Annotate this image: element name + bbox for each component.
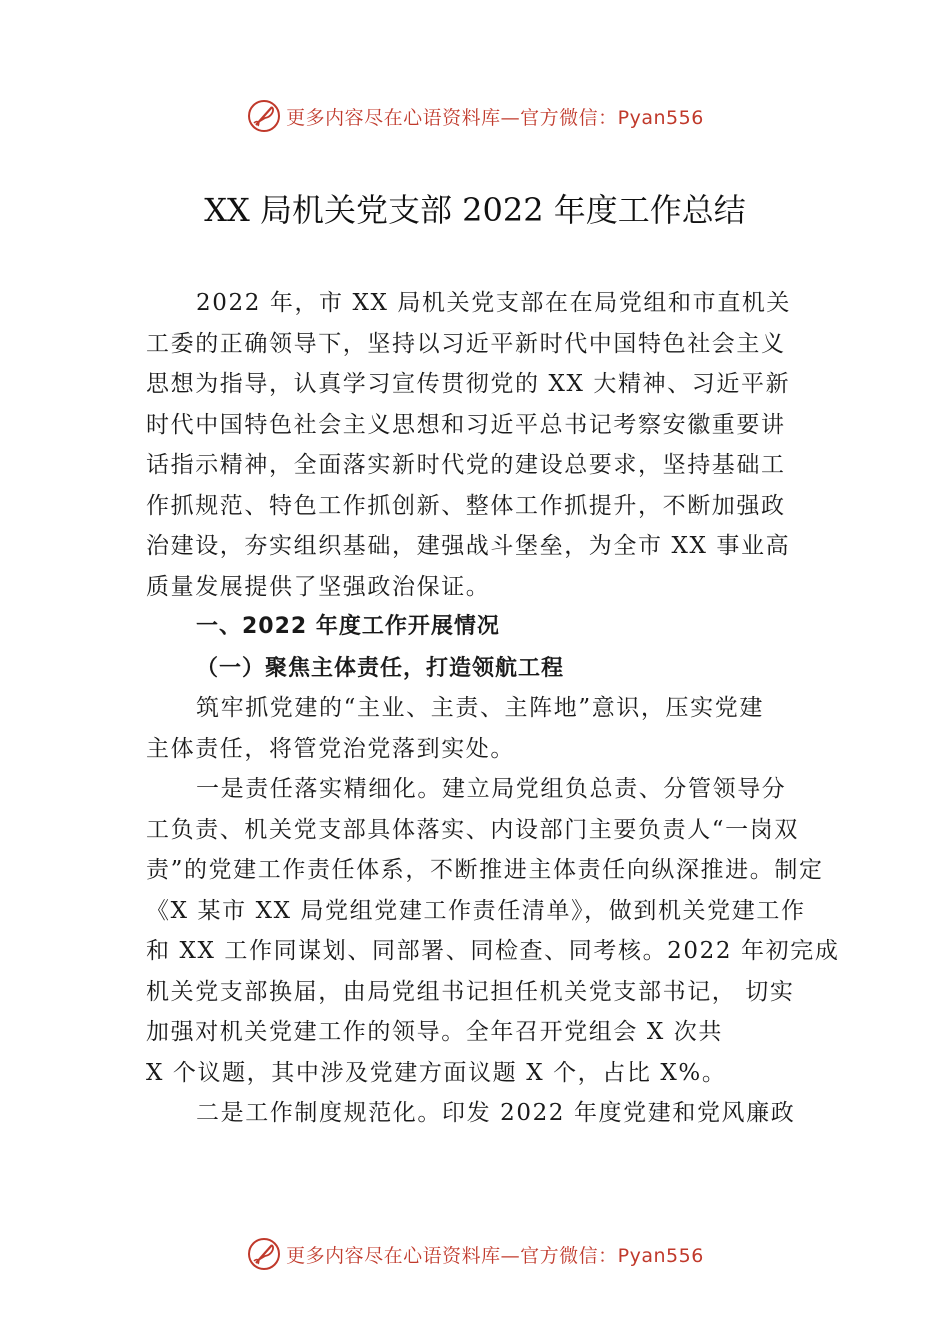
body-text-line: 时代中国特色社会主义思想和习近平总书记考察安徽重要讲: [146, 411, 786, 438]
watermark-label: 更多内容尽在心语资料库—官方微信：: [286, 1244, 618, 1267]
body-text-line: 主体责任，将管党治党落到实处。: [146, 735, 515, 762]
body-text-line: 话指示精神，全面落实新时代党的建设总要求，坚持基础工: [146, 452, 786, 478]
document-body: [146, 283, 840, 1134]
watermark-footer: [0, 1232, 950, 1276]
body-text-line: 二是工作制度规范化。印发 2022 年度党建和党风廉政: [196, 1100, 796, 1126]
body-text-line: 质量发展提供了坚强政治保证。: [146, 573, 491, 600]
body-text-line: 和 XX 工作同谋划、同部署、同检查、同考核。2022 年初完成: [146, 938, 840, 964]
watermark-wechat-id: Pyan556: [617, 106, 704, 129]
body-text-line: 思想为指导，认真学习宣传贯彻党的 XX 大精神、习近平新: [146, 371, 791, 397]
document-title: XX 局机关党支部 2022 年度工作总结: [204, 191, 746, 229]
body-text-line: 《X 某市 XX 局党组党建工作责任清单》，做到机关党建工作: [146, 897, 806, 924]
body-text-line: 工负责、机关党支部具体落实、内设部门主要负责人“一岗双: [146, 816, 799, 843]
body-text-line: 筑牢抓党建的“主业、主责、主阵地”意识，压实党建: [196, 695, 764, 721]
body-text-line: 责”的党建工作责任体系，不断推进主体责任向纵深推进。制定: [146, 857, 824, 883]
quill-logo-icon: [246, 1236, 282, 1272]
body-text-line: 作抓规范、特色工作抓创新、整体工作抓提升，不断加强政: [146, 492, 786, 519]
body-text-line: 一是责任落实精细化。建立局党组负总责、分管领导分: [196, 776, 787, 802]
body-text-line: X 个议题，其中涉及党建方面议题 X 个，占比 X%。: [146, 1059, 727, 1086]
watermark-label: 更多内容尽在心语资料库—官方微信：: [286, 106, 618, 129]
subsection-heading: （一）聚焦主体责任，打造领航工程: [196, 654, 565, 681]
watermark-text: [286, 103, 704, 130]
body-text-line: 工委的正确领导下，坚持以习近平新时代中国特色社会主义: [146, 330, 786, 357]
watermark-text: [286, 1241, 704, 1268]
body-text-line: 2022 年，市 XX 局机关党支部在在局党组和市直机关: [196, 290, 792, 316]
body-text-line: 加强对机关党建工作的领导。全年召开党组会 X 次共: [146, 1019, 723, 1045]
section-heading: 一、2022 年度工作开展情况: [196, 614, 500, 639]
watermark-header: [0, 94, 950, 138]
watermark-wechat-id: Pyan556: [617, 1244, 704, 1267]
body-text-line: 治建设，夯实组织基础，建强战斗堡垒，为全市 XX 事业高: [146, 533, 791, 559]
quill-logo-icon: [246, 98, 282, 134]
body-text-line: 机关党支部换届，由局党组书记担任机关党支部书记， 切实: [146, 978, 795, 1005]
